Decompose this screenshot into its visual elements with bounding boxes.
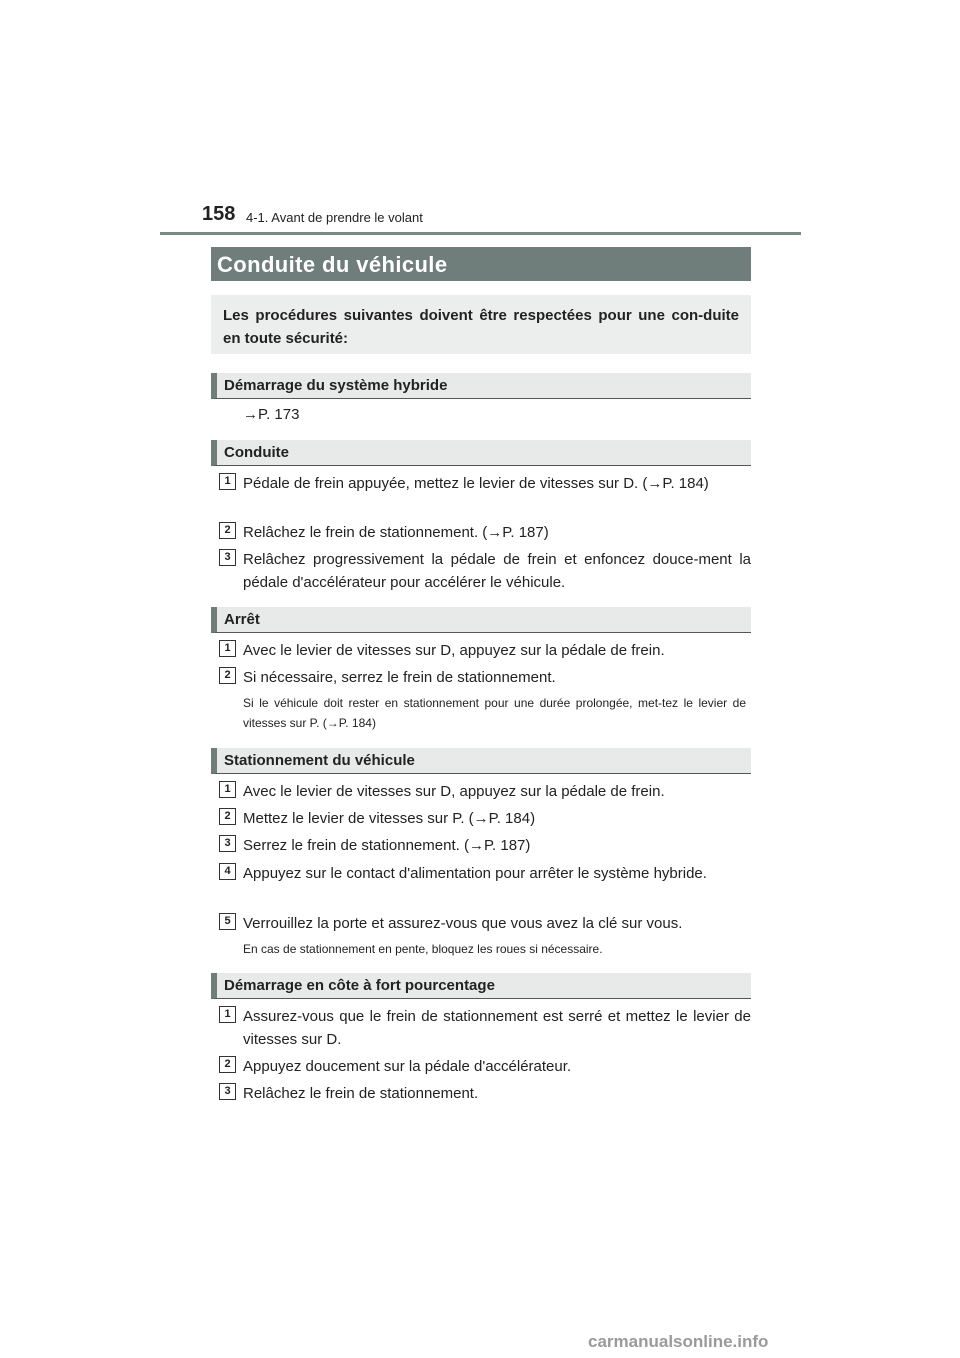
step-item xyxy=(219,639,751,662)
step-text: Appuyez doucement sur la pédale d'accélérateur. xyxy=(243,1058,572,1075)
step-text: Appuyez sur le contact d'alimentation pour arrêter le système hybride. xyxy=(243,865,707,882)
chapter-title: Conduite du véhicule xyxy=(217,252,448,277)
note-text: Si le véhicule doit rester en stationnement pour une durée prolongée, met-tez le levier de vitesses sur P. (→P. 184) xyxy=(243,696,746,730)
step-number-badge: 1 xyxy=(219,640,236,657)
step-text: Relâchez progressivement la pédale de frein et enfoncez douce-ment la pédale d'accélérateur pour accélérer le véhicule. xyxy=(243,551,751,591)
step-item xyxy=(219,1005,751,1051)
step-item xyxy=(219,666,751,689)
step-item xyxy=(219,807,751,830)
section-heading-label: Stationnement du véhicule xyxy=(224,752,415,769)
section-heading-label: Conduite xyxy=(224,444,289,461)
watermark-text: carmanualsonline.info xyxy=(588,1332,769,1351)
section-heading-label: Démarrage en côte à fort pourcentage xyxy=(224,977,495,994)
step-text: Si nécessaire, serrez le frein de stationnement. xyxy=(243,669,556,686)
step-text: Assurez-vous que le frein de stationnement est serré et mettez le levier de vitesses sur D. xyxy=(243,1008,751,1048)
step-number-badge: 3 xyxy=(219,1083,236,1100)
step-item xyxy=(219,862,751,885)
step-item xyxy=(219,834,751,857)
intro-box xyxy=(211,295,751,354)
header-rule xyxy=(160,232,801,235)
step-item xyxy=(219,521,751,544)
section-heading-arret xyxy=(211,607,751,633)
page-reference-link[interactable]: →P. 173 xyxy=(243,406,300,423)
section-heading-stationnement xyxy=(211,748,751,774)
note-text: En cas de stationnement en pente, bloquez les roues si nécessaire. xyxy=(243,942,603,956)
step-text: Pédale de frein appuyée, mettez le levier de vitesses sur D. (→P. 184) xyxy=(243,475,709,492)
step-item xyxy=(219,912,751,935)
intro-text: Les procédures suivantes doivent être respectées pour une con-duite en toute sécurité: xyxy=(223,307,739,347)
section-heading-demarrage xyxy=(211,373,751,399)
step-number-badge: 1 xyxy=(219,781,236,798)
step-item xyxy=(219,472,751,495)
step-item xyxy=(219,548,751,594)
step-item xyxy=(219,1055,751,1078)
chapter-title-bar xyxy=(211,247,751,281)
page-number: 158 xyxy=(202,203,236,225)
step-number-badge: 1 xyxy=(219,473,236,490)
step-number-badge: 1 xyxy=(219,1006,236,1023)
step-text: Verrouillez la porte et assurez-vous que vous avez la clé sur vous. xyxy=(243,915,683,932)
header-section-title: 4-1. Avant de prendre le volant xyxy=(246,210,423,225)
step-item xyxy=(219,1082,751,1105)
step-number-badge: 2 xyxy=(219,522,236,539)
step-number-badge: 2 xyxy=(219,808,236,825)
step-text: Relâchez le frein de stationnement. xyxy=(243,1085,479,1102)
step-number-badge: 2 xyxy=(219,1056,236,1073)
section-heading-label: Démarrage du système hybride xyxy=(224,377,448,394)
step-text: Avec le levier de vitesses sur D, appuyez sur la pédale de frein. xyxy=(243,783,665,800)
step-text: Avec le levier de vitesses sur D, appuyez sur la pédale de frein. xyxy=(243,642,665,659)
section-heading-conduite xyxy=(211,440,751,466)
step-text: Relâchez le frein de stationnement. (→P. 187) xyxy=(243,524,549,541)
step-number-badge: 5 xyxy=(219,913,236,930)
step-number-badge: 3 xyxy=(219,549,236,566)
step-item xyxy=(219,780,751,803)
section-heading-label: Arrêt xyxy=(224,611,260,628)
step-number-badge: 4 xyxy=(219,863,236,880)
step-number-badge: 3 xyxy=(219,835,236,852)
step-text: Mettez le levier de vitesses sur P. (→P. 184) xyxy=(243,810,536,827)
section-heading-cote xyxy=(211,973,751,999)
step-text: Serrez le frein de stationnement. (→P. 187) xyxy=(243,837,531,854)
step-number-badge: 2 xyxy=(219,667,236,684)
